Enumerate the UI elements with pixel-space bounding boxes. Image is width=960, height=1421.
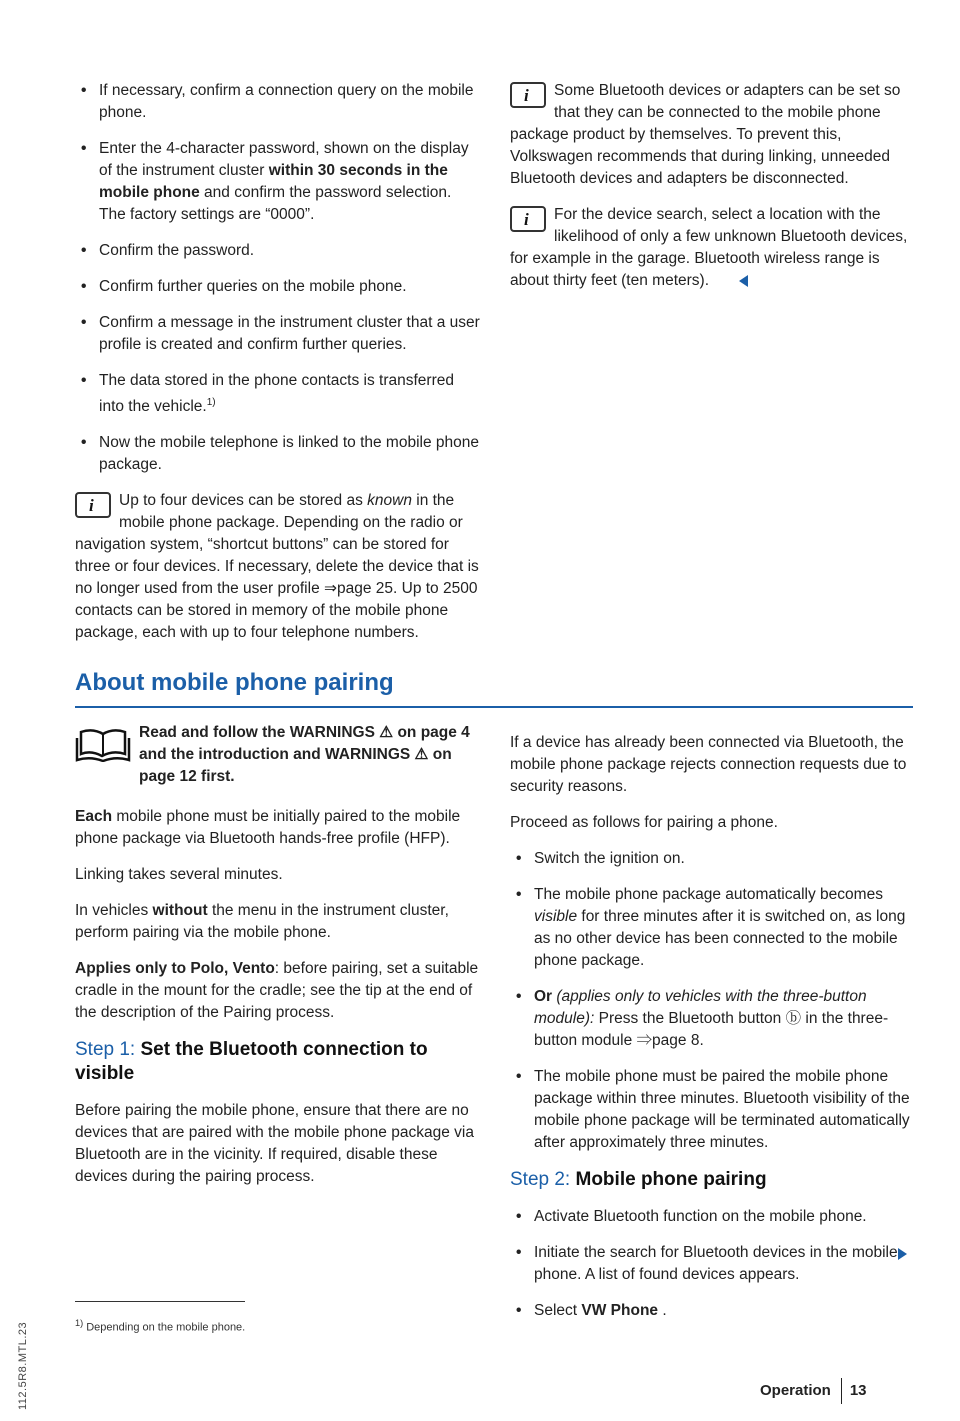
list-item bbox=[75, 370, 480, 418]
list-item bbox=[510, 986, 915, 1052]
text: : before pairing, set a suitable cradle in the mount for the cradle; see the tip at the end of the description of the Pairing process. bbox=[75, 960, 479, 1021]
info-icon bbox=[510, 206, 546, 232]
section-divider bbox=[75, 706, 913, 708]
list-item bbox=[510, 884, 915, 972]
text: For the device search, select a location with the likelihood of only a few unknown Bluetooth devices, for example in the garage. Bluetooth wireless range is about thirty feet (ten meters). bbox=[510, 206, 908, 289]
text: mobile phone must be initially paired to the mobile phone package via Bluetooth hands-free profile (HFP). bbox=[75, 808, 461, 847]
text: . bbox=[658, 1302, 667, 1319]
bold-text: without bbox=[152, 902, 208, 919]
list-item: • Confirm a message in the instrument cluster that a user profile is created and confirm further queries. bbox=[75, 312, 480, 356]
left-top-column bbox=[75, 80, 480, 658]
step-heading bbox=[510, 1168, 915, 1192]
paragraph: Proceed as follows for pairing a phone. bbox=[510, 814, 778, 831]
paragraph bbox=[75, 958, 480, 1024]
step-title: Mobile phone pairing bbox=[575, 1169, 767, 1190]
italic-text: visible bbox=[534, 908, 578, 925]
warning-text: Read and follow the WARNINGS ⚠ on page 4 and the introduction and WARNINGS ⚠ on page 12 first. bbox=[139, 724, 470, 785]
step-title: Set the Bluetooth connection to visible bbox=[75, 1039, 428, 1084]
text: in the mobile phone package. Depending on the radio or navigation system, “shortcut buttons” can be stored for three or four devices. If necessary, delete the device that is no longer used from the user profile ⇒page 25. Up to 2500 contacts can be stored in memory of the mobile phone package, each with up to four telephone numbers. bbox=[75, 492, 479, 642]
info-note bbox=[510, 80, 915, 190]
info-note bbox=[510, 204, 915, 292]
bold-text: VW Phone bbox=[581, 1302, 659, 1319]
paragraph bbox=[75, 900, 480, 944]
right-bottom-column bbox=[510, 732, 915, 1336]
list-item: • Switch the ignition on. bbox=[510, 848, 915, 870]
list-item: • Now the mobile telephone is linked to the mobile phone package. bbox=[75, 432, 480, 476]
paragraph bbox=[75, 806, 480, 850]
list-item: • Initiate the search for Bluetooth devices in the mobile phone. A list of found devices appears. bbox=[510, 1242, 915, 1286]
right-top-column bbox=[510, 80, 915, 306]
info-icon bbox=[510, 82, 546, 108]
text: for three minutes after it is switched on, as long as no other device has been connected to the mobile phone package. bbox=[534, 908, 906, 969]
warning-note bbox=[75, 722, 480, 788]
text: In vehicles bbox=[75, 902, 153, 919]
text: the menu in the instrument cluster, perform pairing via the mobile phone. bbox=[75, 902, 449, 941]
document-code: 112.5R8.MTL.23 bbox=[17, 1321, 29, 1410]
list-item: • If necessary, confirm a connection query on the mobile phone. bbox=[75, 80, 480, 124]
section-end-icon bbox=[739, 275, 748, 287]
text: Enter the 4-character password, shown on the display of the instrument cluster bbox=[99, 140, 469, 179]
text: The mobile phone package automatically becomes bbox=[534, 886, 883, 903]
step-heading bbox=[75, 1038, 480, 1086]
list-item: • The mobile phone must be paired the mobile phone package within three minutes. Bluetooth visibility of the mobile phone package will be terminated automatically after approximately three minutes. bbox=[510, 1066, 915, 1154]
text: and confirm the password selection. The factory settings are “0000”. bbox=[99, 184, 452, 223]
step-label: Step 2: bbox=[510, 1169, 576, 1190]
page-footer bbox=[760, 1378, 867, 1404]
section-title: About mobile phone pairing bbox=[75, 669, 394, 696]
text: The data stored in the phone contacts is transferred into the vehicle. bbox=[99, 372, 454, 416]
list-item: • Confirm the password. bbox=[75, 240, 480, 262]
italic-text: known bbox=[367, 492, 412, 510]
bold-text: Applies only to Polo, Vento bbox=[75, 960, 275, 977]
text: Some Bluetooth devices or adapters can be set so that they can be connected to the mobile phone package product by themselves. To prevent this, Volkswagen recommends that during linking, unneeded Bluetooth devices and adapters be disconnected. bbox=[510, 82, 901, 187]
footnote-text: Depending on the mobile phone. bbox=[86, 1321, 246, 1334]
paragraph: If a device has already been connected via Bluetooth, the mobile phone package rejects connection requests due to security reasons. bbox=[510, 734, 907, 795]
info-note bbox=[75, 490, 480, 644]
footnote bbox=[75, 1312, 245, 1339]
footer-divider bbox=[841, 1378, 842, 1404]
paragraph: Linking takes several minutes. bbox=[75, 866, 283, 883]
footnote-divider bbox=[75, 1301, 245, 1302]
text: Select bbox=[534, 1302, 582, 1319]
bold-text: within 30 seconds in the mobile phone bbox=[99, 162, 448, 201]
page-number: 13 bbox=[849, 1381, 867, 1399]
bold-text: Each bbox=[75, 808, 113, 825]
footnote-mark: 1) bbox=[75, 1318, 84, 1328]
text: Press the Bluetooth button ⓑ in the three-button module ⇒page 8. bbox=[534, 1010, 889, 1049]
book-icon bbox=[75, 724, 131, 762]
italic-text: (applies only to vehicles with the three-button module): bbox=[534, 988, 867, 1027]
list-item bbox=[510, 1300, 915, 1322]
footer-section: Operation bbox=[760, 1381, 831, 1399]
list-item: • Confirm further queries on the mobile phone. bbox=[75, 276, 480, 298]
bold-text: Or bbox=[534, 988, 553, 1005]
left-bottom-column bbox=[75, 722, 480, 1202]
step-label: Step 1: bbox=[75, 1039, 141, 1060]
continue-arrow-icon bbox=[898, 1248, 907, 1260]
text: Up to four devices can be stored as bbox=[119, 492, 368, 510]
footnote-ref: 1) bbox=[206, 397, 216, 408]
paragraph: Before pairing the mobile phone, ensure that there are no devices that are paired with the mobile phone package via Bluetooth are in the vicinity. If required, disable these devices during the pairing process. bbox=[75, 1102, 474, 1185]
info-icon bbox=[75, 492, 111, 518]
list-item: • Activate Bluetooth function on the mobile phone. bbox=[510, 1206, 915, 1228]
list-item bbox=[75, 138, 480, 226]
